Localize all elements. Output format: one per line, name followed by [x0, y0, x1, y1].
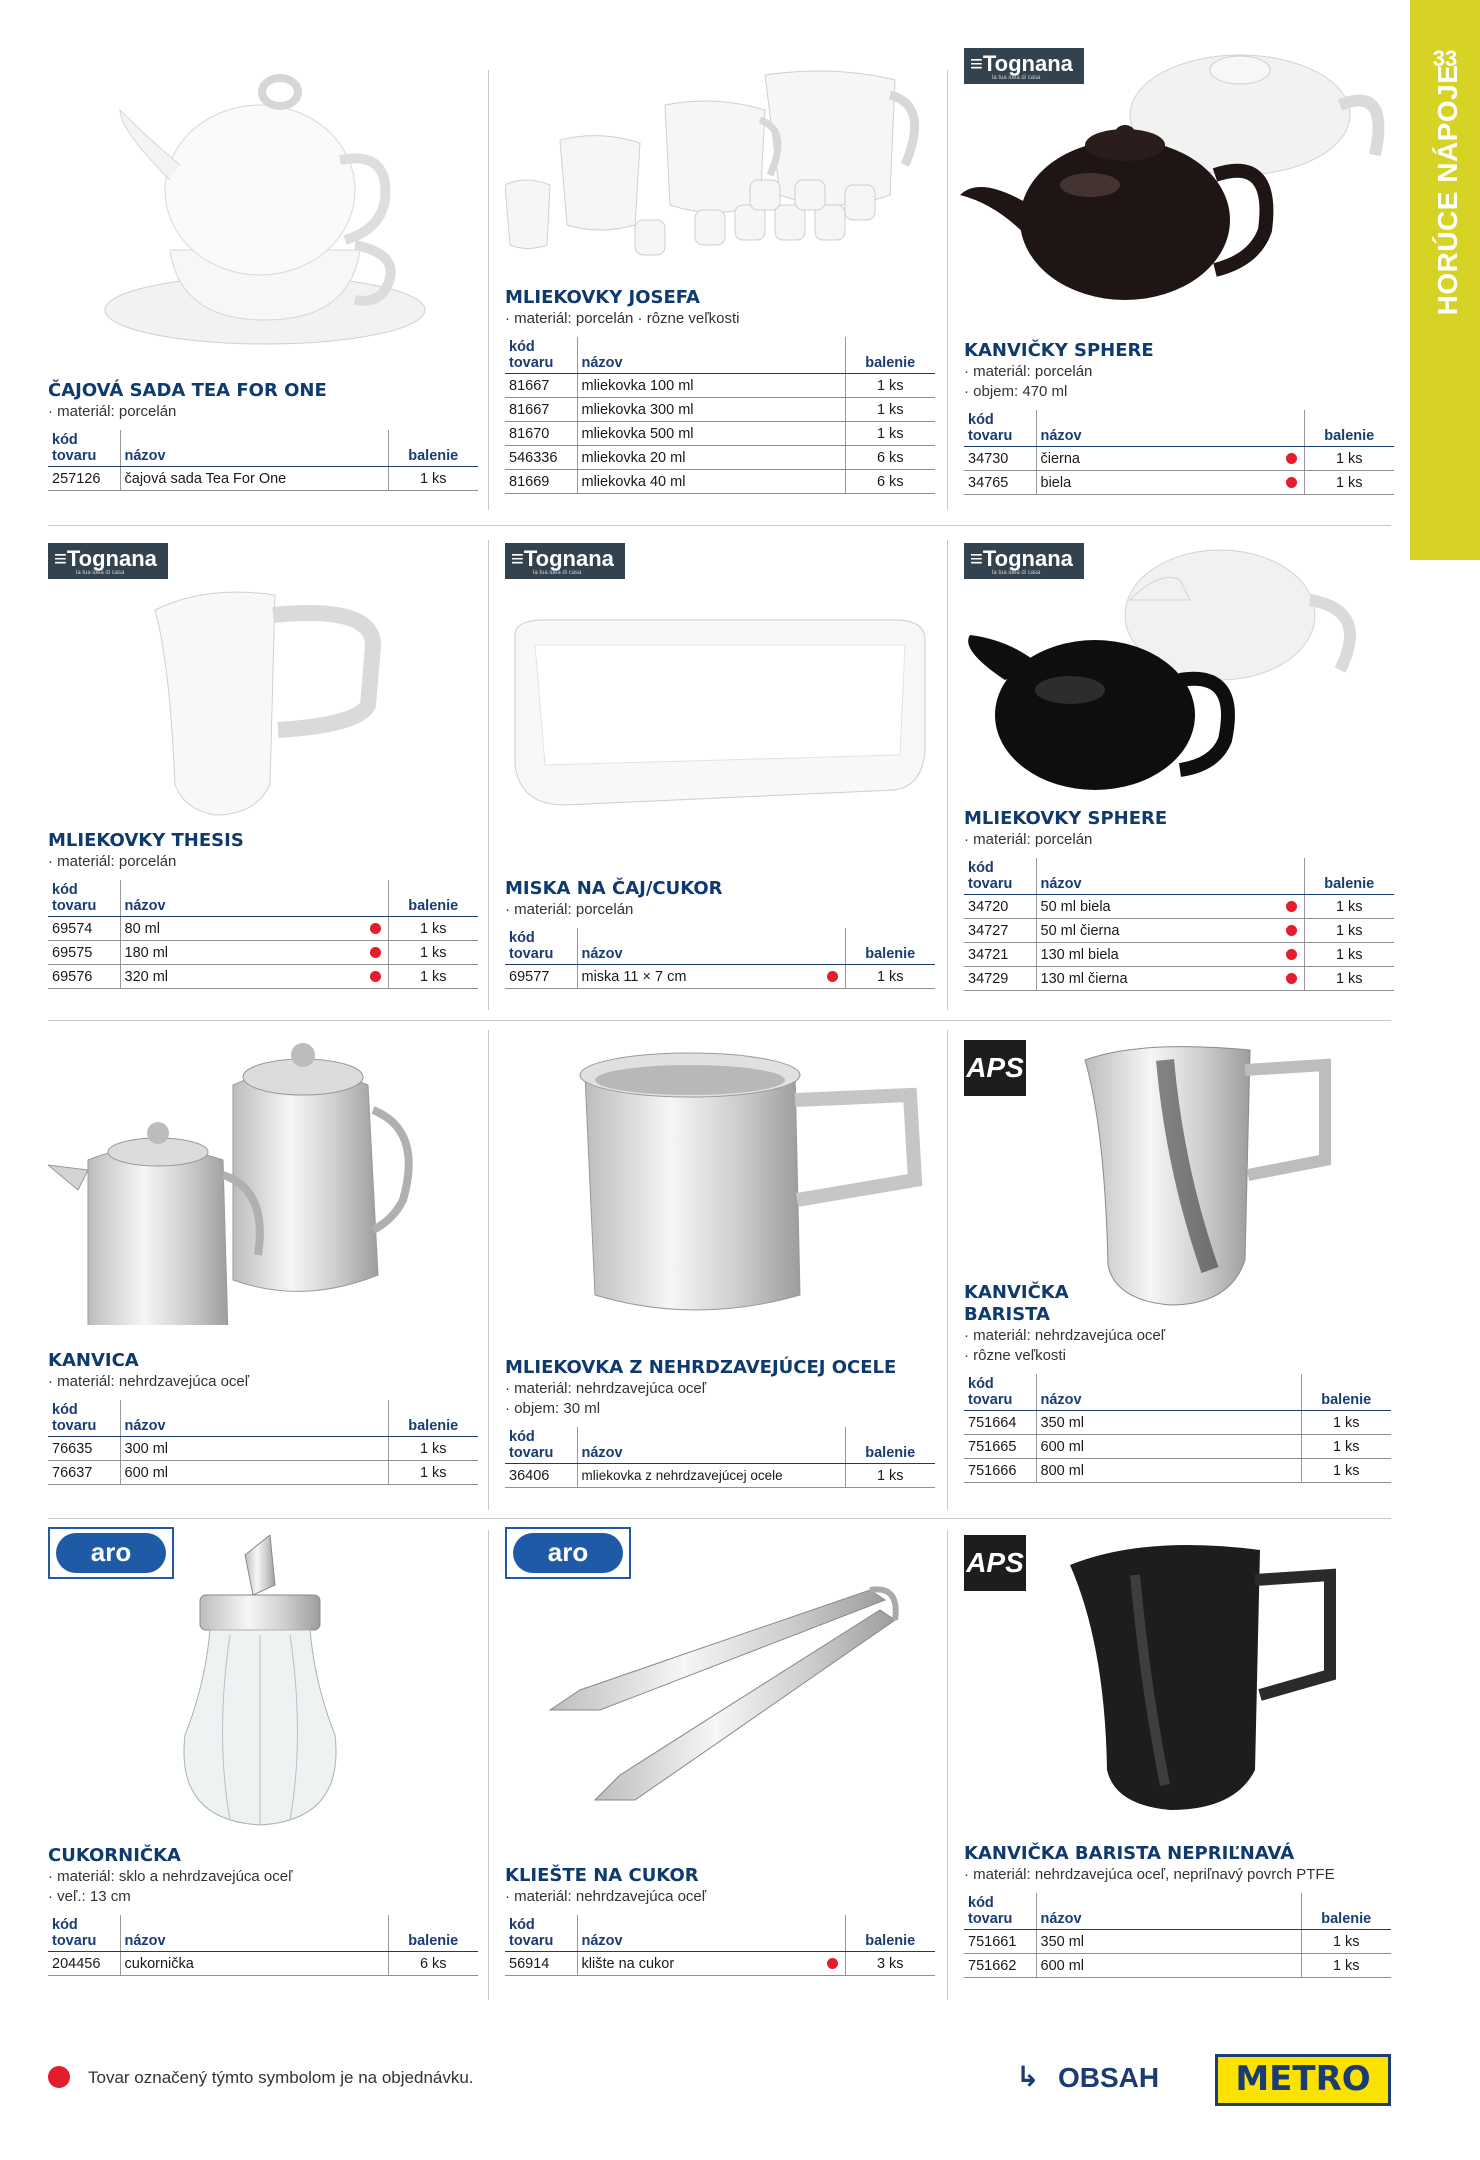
- order-dot-icon: [827, 1958, 838, 1969]
- table-row: 81667 mliekovka 300 ml 1 ks: [505, 398, 935, 422]
- product-spec: · materiál: nehrdzavejúca oceľ, nepriľnavý povrch PTFE: [964, 1866, 1335, 1883]
- order-dot-icon: [1286, 949, 1297, 960]
- product-table: kód tovaru názov balenie 81667 mliekovka 100 ml 1 ks 81667 mliekovka 300 ml 1 ks 81670 mliekovka 500 ml 1 ks 546336 mliekovka 20 ml 6 ks 81669 mliekovka 40 ml 6 ks: [505, 337, 935, 494]
- table-row: 751666 800 ml 1 ks: [964, 1459, 1391, 1483]
- product-spec: · materiál: porcelán: [505, 901, 634, 918]
- product-spec: · materiál: porcelán: [964, 831, 1093, 848]
- product-title: MLIEKOVKY SPHERE: [964, 808, 1168, 829]
- table-row: 81667 mliekovka 100 ml 1 ks: [505, 374, 935, 398]
- tognana-logo: ≡Tognana la tua idea di casa: [505, 543, 625, 579]
- table-row: 34729 130 ml čierna 1 ks: [964, 967, 1394, 991]
- table-row: 751664 350 ml 1 ks: [964, 1411, 1391, 1435]
- product-tea-for-one: [48, 380, 478, 491]
- order-dot-icon: [370, 923, 381, 934]
- tognana-logo: ≡Tognana la tua idea di casa: [964, 543, 1084, 579]
- sugar-tongs-image: [540, 1580, 910, 1820]
- black-pitcher-image: [1065, 1535, 1345, 1815]
- table-row: 76635 300 ml 1 ks: [48, 1437, 478, 1461]
- table-row: 546336 mliekovka 20 ml 6 ks: [505, 446, 935, 470]
- metro-logo[interactable]: METRO: [1215, 2054, 1391, 2106]
- product-sphere-teapot: [964, 340, 1394, 495]
- product-title: MLIEKOVKY JOSEFA: [505, 287, 700, 308]
- order-dot-icon: [48, 2066, 70, 2088]
- arrow-return-icon: ↳: [1016, 2061, 1040, 2092]
- section-tab: [1410, 0, 1480, 560]
- product-spec: · materiál: nehrdzavejúca oceľ: [505, 1888, 707, 1905]
- page-number: 33: [1432, 46, 1458, 71]
- table-row: 36406 mliekovka z nehrdzavejúcej ocele 1 ks: [505, 1464, 935, 1488]
- thesis-creamer-image: [145, 585, 405, 825]
- barista-pitcher-image: [1080, 1040, 1340, 1310]
- table-row: 751662 600 ml 1 ks: [964, 1954, 1391, 1978]
- divider: [48, 525, 1391, 526]
- product-spec: · objem: 470 ml: [964, 383, 1068, 400]
- product-table: kód tovaru názov balenie 751664 350 ml 1 ks 751665 600 ml 1 ks 751666 800 ml 1 ks: [964, 1374, 1391, 1483]
- product-spec: · materiál: porcelán · rôzne veľkosti: [505, 310, 740, 327]
- product-title: CUKORNIČKA: [48, 1845, 181, 1866]
- steel-milk-pot-image: [575, 1050, 925, 1320]
- product-josefa: [505, 287, 935, 494]
- creamers-image: [505, 55, 935, 275]
- table-row: 34720 50 ml biela 1 ks: [964, 895, 1394, 919]
- product-steel-milk: [505, 1357, 935, 1488]
- product-title: KLIEŠTE NA CUKOR: [505, 1865, 699, 1886]
- divider: [947, 1030, 948, 1510]
- order-dot-icon: [1286, 477, 1297, 488]
- order-dot-icon: [370, 971, 381, 982]
- product-title: KANVICA: [48, 1350, 139, 1371]
- divider: [488, 1530, 489, 2000]
- table-row: 751665 600 ml 1 ks: [964, 1435, 1391, 1459]
- divider: [947, 540, 948, 1010]
- table-row: 69577 miska 11 × 7 cm 1 ks: [505, 965, 935, 989]
- product-table: [48, 430, 478, 491]
- table-row: 34721 130 ml biela 1 ks: [964, 943, 1394, 967]
- aps-logo: APS: [964, 1535, 1026, 1591]
- product-title: MLIEKOVKY THESIS: [48, 830, 244, 851]
- product-spec: · veľ.: 13 cm: [48, 1888, 131, 1905]
- product-spec: · materiál: sklo a nehrdzavejúca oceľ: [48, 1868, 293, 1885]
- divider: [48, 1020, 1391, 1021]
- steel-jugs-image: [48, 1035, 478, 1325]
- divider: [488, 70, 489, 510]
- aro-logo: aro: [48, 1527, 174, 1579]
- product-thesis: [48, 830, 478, 989]
- product-table: kód tovaru názov balenie 34720 50 ml biela 1 ks 34727 50 ml čierna 1 ks 34721 130 ml biela 1 ks 34729 130 ml čierna 1 ks: [964, 858, 1394, 991]
- divider: [947, 70, 948, 510]
- table-row: 69576 320 ml 1 ks: [48, 965, 478, 989]
- order-dot-icon: [370, 947, 381, 958]
- bowl-image: [505, 615, 935, 825]
- product-table: kód tovaru názov balenie 751661 350 ml 1 ks 751662 600 ml 1 ks: [964, 1893, 1391, 1978]
- table-row: 81669 mliekovka 40 ml 6 ks: [505, 470, 935, 494]
- col-code: kód tovaru: [48, 430, 120, 467]
- order-dot-icon: [1286, 901, 1297, 912]
- product-spec: · materiál: nehrdzavejúca oceľ: [48, 1373, 250, 1390]
- product-spec: · materiál: porcelán: [48, 403, 177, 420]
- sugar-dispenser-image: [175, 1535, 365, 1835]
- table-row: 56914 klište na cukor 3 ks: [505, 1952, 935, 1976]
- product-barista: [964, 1282, 1391, 1483]
- product-spec: · materiál: porcelán: [48, 853, 177, 870]
- product-sugar-dispenser: [48, 1845, 478, 1976]
- order-dot-icon: [1286, 453, 1297, 464]
- product-bowl: [505, 878, 935, 989]
- table-row: 257126 čajová sada Tea For One 1 ks: [48, 467, 478, 491]
- table-row: 34730 čierna 1 ks: [964, 447, 1394, 471]
- product-title: ČAJOVÁ SADA TEA FOR ONE: [48, 380, 327, 401]
- footer-note: Tovar označený týmto symbolom je na objednávku.: [88, 2068, 474, 2087]
- product-title: MISKA NA ČAJ/CUKOR: [505, 878, 723, 899]
- section-label: HORÚCE NÁPOJE: [1432, 64, 1463, 316]
- product-table: kód tovaru názov balenie 69577 miska 11 × 7 cm 1 ks: [505, 928, 935, 989]
- product-table: kód tovaru názov balenie 36406 mliekovka z nehrdzavejúcej ocele 1 ks: [505, 1427, 935, 1488]
- sphere-creamers-image: [960, 540, 1400, 800]
- order-dot-icon: [1286, 973, 1297, 984]
- teapots-image: [960, 45, 1400, 315]
- product-title: KANVIČKY SPHERE: [964, 340, 1154, 361]
- divider: [488, 1030, 489, 1510]
- product-sphere-creamer: [964, 808, 1394, 991]
- table-row: 34765 biela 1 ks: [964, 471, 1394, 495]
- table-row: 204456 cukornička 6 ks: [48, 1952, 478, 1976]
- col-pack: balenie: [388, 430, 478, 467]
- product-table: kód tovaru názov balenie 76635 300 ml 1 ks 76637 600 ml 1 ks: [48, 1400, 478, 1485]
- product-table: kód tovaru názov balenie 34730 čierna 1 ks 34765 biela 1 ks: [964, 410, 1394, 495]
- product-spec: · materiál: porcelán: [964, 363, 1093, 380]
- table-row: 76637 600 ml 1 ks: [48, 1461, 478, 1485]
- order-dot-icon: [1286, 925, 1297, 936]
- product-title: KANVIČKA BARISTA NEPRIĽNAVÁ: [964, 1843, 1295, 1864]
- product-barista-nonstick: [964, 1843, 1391, 1978]
- product-title: MLIEKOVKA Z NEHRDZAVEJÚCEJ OCELE: [505, 1357, 897, 1378]
- product-spec: · objem: 30 ml: [505, 1400, 601, 1417]
- tognana-logo: ≡Tognana la tua idea di casa: [964, 48, 1084, 84]
- divider: [48, 1518, 1391, 1519]
- aro-logo: aro: [505, 1527, 631, 1579]
- table-row: 81670 mliekovka 500 ml 1 ks: [505, 422, 935, 446]
- tea-set-image: [100, 70, 430, 350]
- table-row: 69574 80 ml 1 ks: [48, 917, 478, 941]
- tognana-logo: ≡Tognana la tua idea di casa: [48, 543, 168, 579]
- col-name: názov: [120, 430, 364, 467]
- aps-logo: APS: [964, 1040, 1026, 1096]
- order-dot-icon: [827, 971, 838, 982]
- product-table: kód tovaru názov balenie 204456 cukornička 6 ks: [48, 1915, 478, 1976]
- product-spec: · materiál: nehrdzavejúca oceľ: [964, 1327, 1166, 1344]
- table-row: 34727 50 ml čierna 1 ks: [964, 919, 1394, 943]
- product-spec: · materiál: nehrdzavejúca oceľ: [505, 1380, 707, 1397]
- product-table: kód tovaru názov balenie 56914 klište na cukor 3 ks: [505, 1915, 935, 1976]
- product-kanvica: [48, 1350, 478, 1485]
- product-table: kód tovaru názov balenie 69574 80 ml 1 ks 69575 180 ml 1 ks 69576 320 ml 1 ks: [48, 880, 478, 989]
- product-title: KANVIČKA BARISTA: [964, 1282, 1069, 1325]
- product-sugar-tongs: [505, 1865, 935, 1976]
- table-row: 69575 180 ml 1 ks: [48, 941, 478, 965]
- divider: [488, 540, 489, 1010]
- table-row: 751661 350 ml 1 ks: [964, 1930, 1391, 1954]
- product-spec: · rôzne veľkosti: [964, 1347, 1066, 1364]
- divider: [947, 1530, 948, 2000]
